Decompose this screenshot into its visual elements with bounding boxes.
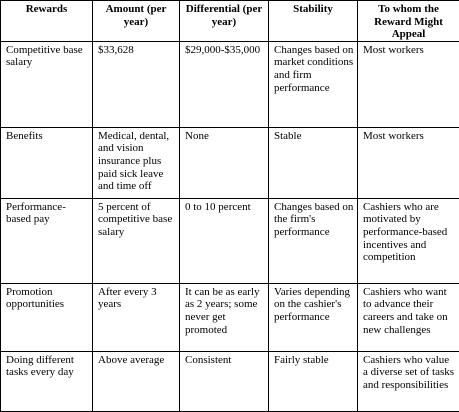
table-header [1,1,459,42]
cell-reward: Performance-based pay [1,198,93,283]
cell-differential: None [180,127,269,198]
cell-differential: Consistent [180,351,269,411]
cell-appeal: Most workers [358,127,459,198]
cell-differential: It can be as early as 2 years; some never get promoted [180,283,269,351]
header-appeal: To whom the Reward Might Appeal [358,1,459,42]
table-row [1,127,459,198]
cell-stability: Changes based on the firm's performance [269,198,358,283]
cell-appeal: Cashiers who want to advance their careers and take on new challenges [358,283,459,351]
table-row [1,351,459,411]
table-row [1,283,459,351]
cell-appeal: Most workers [358,41,459,127]
table-body [1,41,459,411]
cell-stability: Varies depending on the cashier's performance [269,283,358,351]
cell-differential: 0 to 10 percent [180,198,269,283]
cell-amount: Above average [93,351,180,411]
cell-differential: $29,000-$35,000 [180,41,269,127]
cell-reward: Doing different tasks every day [1,351,93,411]
header-rewards: Rewards [1,1,93,42]
header-amount: Amount (per year) [93,1,180,42]
table-row [1,198,459,283]
cell-reward: Benefits [1,127,93,198]
cell-appeal: Cashiers who value a diverse set of tasks and responsibilities [358,351,459,411]
header-stability: Stability [269,1,358,42]
cell-amount: 5 percent of competitive base salary [93,198,180,283]
cell-amount: After every 3 years [93,283,180,351]
cell-amount: Medical, dental, and vision insurance plus paid sick leave and time off [93,127,180,198]
cell-stability: Fairly stable [269,351,358,411]
cell-amount: $33,628 [93,41,180,127]
header-row [1,1,459,42]
cell-stability: Changes based on market conditions and firm performance [269,41,358,127]
table-row [1,41,459,127]
cell-reward: Promotion opportunities [1,283,93,351]
header-differential: Differential (per year) [180,1,269,42]
cell-appeal: Cashiers who are motivated by performance-based incentives and competition [358,198,459,283]
cell-stability: Stable [269,127,358,198]
cell-reward: Competitive base salary [1,41,93,127]
